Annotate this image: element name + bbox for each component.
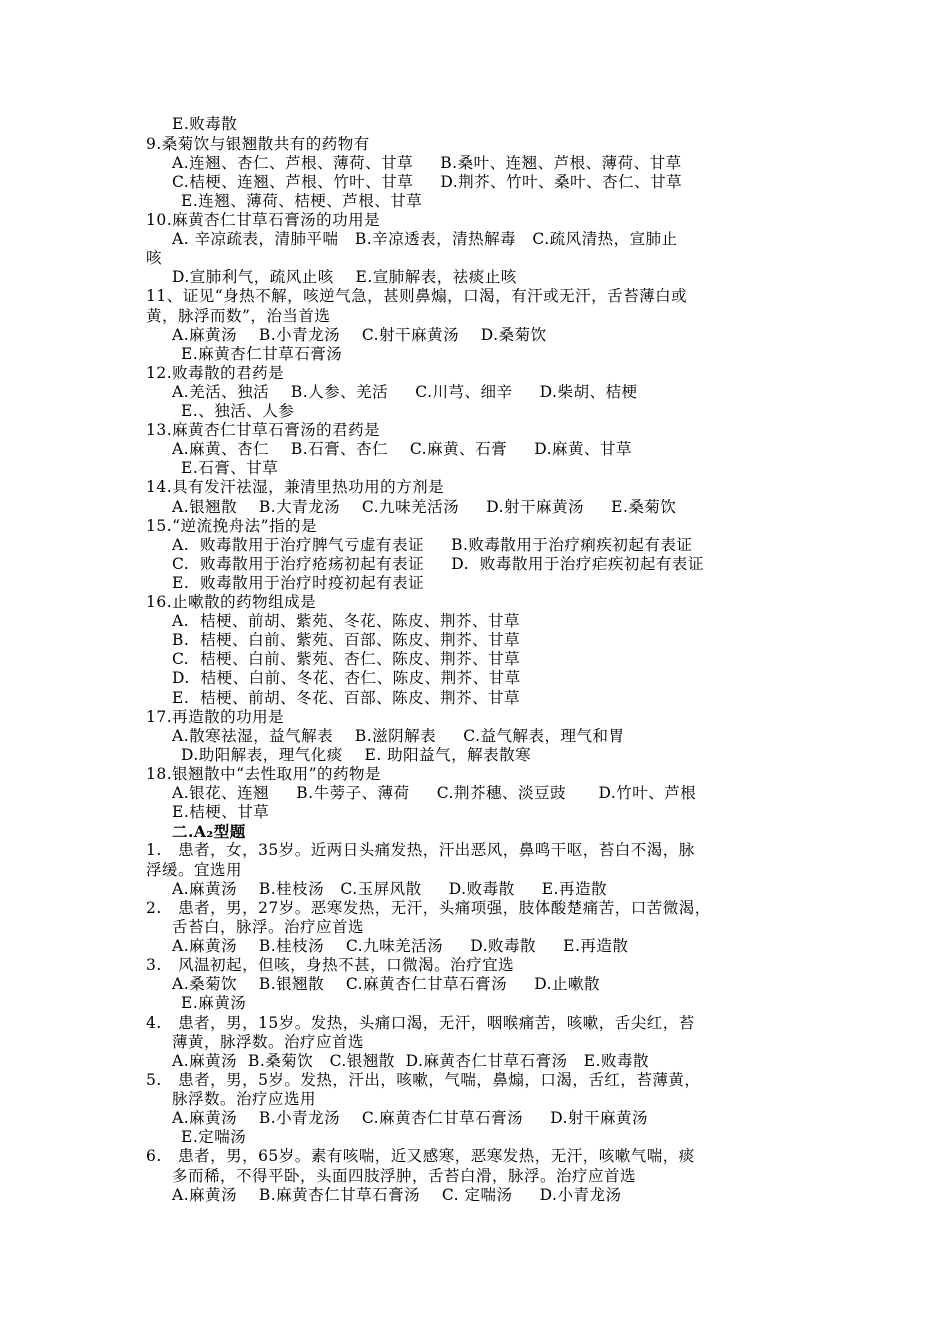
text-line: 5. 患者，男，5岁。发热，汗出，咳嗽，气喘，鼻煽，口渴，舌红，苔薄黄， [146, 1071, 701, 1089]
text-line: A.散寒祛湿，益气解表 B.滋阴解表 C.益气解表，理气和胃 [172, 727, 625, 745]
text-line: 薄黄，脉浮数。治疗应首选 [172, 1033, 365, 1051]
text-line: 6. 患者，男，65岁。素有咳喘，近又感寒，恶寒发热，无汗，咳嗽气喘，痰 [146, 1147, 695, 1165]
text-line: 3. 风温初起，但咳，身热不甚，口微渴。治疗宜选 [146, 956, 515, 974]
text-line: A.银花、连翘 B.牛蒡子、薄荷 C.荆芥穗、淡豆豉 D.竹叶、芦根 [172, 784, 697, 802]
text-line: E.麻黄汤 [181, 994, 247, 1012]
text-line: E.桔梗、甘草 [172, 803, 270, 821]
text-line: 多而稀，不得平卧，头面四肢浮肿，舌苔白滑，脉浮。治疗应首选 [172, 1167, 637, 1185]
text-line: 17.再造散的功用是 [146, 708, 285, 726]
text-line: A.麻黄汤 B.麻黄杏仁甘草石膏汤 C. 定喘汤 D.小青龙汤 [172, 1186, 622, 1204]
text-line: C.桔梗、连翘、芦根、竹叶、甘草 D.荆芥、竹叶、桑叶、杏仁、甘草 [172, 173, 683, 191]
text-line: 咳 [146, 249, 163, 267]
text-line: C. 桔梗、白前、紫苑、杏仁、陈皮、荆芥、甘草 [172, 650, 521, 668]
text-line: A.连翘、杏仁、芦根、薄荷、甘草 B.桑叶、连翘、芦根、薄荷、甘草 [172, 154, 682, 172]
text-line: A.麻黄汤 B.桂枝汤 C.玉屏风散 D.败毒散 E.再造散 [172, 880, 607, 898]
text-line: 12.败毒散的君药是 [146, 364, 285, 382]
text-line: A.银翘散 B.大青龙汤 C.九味羌活汤 D.射干麻黄汤 E.桑菊饮 [172, 498, 677, 516]
text-line: A.麻黄、杏仁 B.石膏、杏仁 C.麻黄、石膏 D.麻黄、甘草 [172, 440, 633, 458]
text-line: 黄，脉浮而数”，治当首选 [146, 307, 331, 325]
text-line: 10.麻黄杏仁甘草石膏汤的功用是 [146, 211, 381, 229]
text-line: A.麻黄汤 B.桂枝汤 C.九味羌活汤 D.败毒散 E.再造散 [172, 937, 629, 955]
text-line: A. 桔梗、前胡、紫苑、冬花、陈皮、荆芥、甘草 [172, 612, 520, 630]
text-line: 4. 患者，男，15岁。发热，头痛口渴，无汗，咽喉痛苦，咳嗽，舌尖红，苔 [146, 1014, 695, 1032]
text-line: E.败毒散 [172, 115, 238, 133]
text-line: E.、独活、人参 [181, 402, 295, 420]
text-line: A.桑菊饮 B.银翘散 C.麻黄杏仁甘草石膏汤 D.止嗽散 [172, 975, 601, 993]
text-line: 脉浮数。治疗应选用 [172, 1090, 317, 1108]
text-line: E.麻黄杏仁甘草石膏汤 [181, 345, 343, 363]
text-line: 2. 患者，男，27岁。恶寒发热，无汗，头痛项强，肢体酸楚痛苦，口苦微渴， [146, 899, 711, 917]
text-line: A. 败毒散用于治疗脾气亏虚有表证 B.败毒散用于治疗痢疾初起有表证 [172, 536, 693, 554]
text-line: A.麻黄汤 B.小青龙汤 C.射干麻黄汤 D.桑菊饮 [172, 326, 547, 344]
text-line: C. 败毒散用于治疗疮疡初起有表证 D. 败毒散用于治疗疟疾初起有表证 [172, 555, 704, 573]
section-heading: 二.A₂型题 [172, 822, 246, 841]
text-line: 11、证见“身热不解，咳逆气急，甚则鼻煽，口渴，有汗或无汗，舌苔薄白或 [146, 287, 688, 305]
text-line: E. 桔梗、前胡、冬花、百部、陈皮、荆芥、甘草 [172, 689, 521, 707]
text-line: 13.麻黄杏仁甘草石膏汤的君药是 [146, 421, 381, 439]
text-line: E.石膏、甘草 [181, 459, 279, 477]
text-line: A. 辛凉疏表，清肺平喘 B.辛凉透表，清热解毒 C.疏风清热，宣肺止 [172, 230, 678, 248]
text-line: A.羌活、独活 B.人参、羌活 C.川芎、细辛 D.柴胡、桔梗 [172, 383, 638, 401]
text-line: E.定喘汤 [181, 1128, 247, 1146]
text-line: D.宣肺利气，疏风止咳 E.宣肺解表，祛痰止咳 [172, 268, 517, 286]
text-line: A.麻黄汤 B.小青龙汤 C.麻黄杏仁甘草石膏汤 D.射干麻黄汤 [172, 1109, 649, 1127]
text-line: 14.具有发汗祛湿，兼清里热功用的方剂是 [146, 478, 445, 496]
text-line: E.连翘、薄荷、桔梗、芦根、甘草 [181, 192, 423, 210]
text-line: D.助阳解表，理气化痰 E. 助阳益气，解表散寒 [181, 746, 532, 764]
text-line: 舌苔白，脉浮。治疗应首选 [172, 918, 365, 936]
text-line: 9.桑菊饮与银翘散共有的药物有 [146, 135, 370, 153]
text-line: 1. 患者，女，35岁。近两日头痛发热，汗出恶风，鼻鸣干呕，苔白不渴，脉 [146, 841, 695, 859]
text-line: 15.“逆流挽舟法”指的是 [146, 517, 317, 535]
text-line: 16.止嗽散的药物组成是 [146, 593, 317, 611]
text-line: A.麻黄汤 B.桑菊饮 C.银翘散 D.麻黄杏仁甘草石膏汤 E.败毒散 [172, 1052, 649, 1070]
text-line: 18.银翘散中“去性取用”的药物是 [146, 765, 381, 783]
text-line: D. 桔梗、白前、冬花、杏仁、陈皮、荆芥、甘草 [172, 669, 521, 687]
text-line: E. 败毒散用于治疗时疫初起有表证 [172, 574, 425, 592]
text-line: B. 桔梗、白前、紫苑、百部、陈皮、荆芥、甘草 [172, 631, 521, 649]
text-line: 浮缓。宜选用 [146, 861, 243, 879]
